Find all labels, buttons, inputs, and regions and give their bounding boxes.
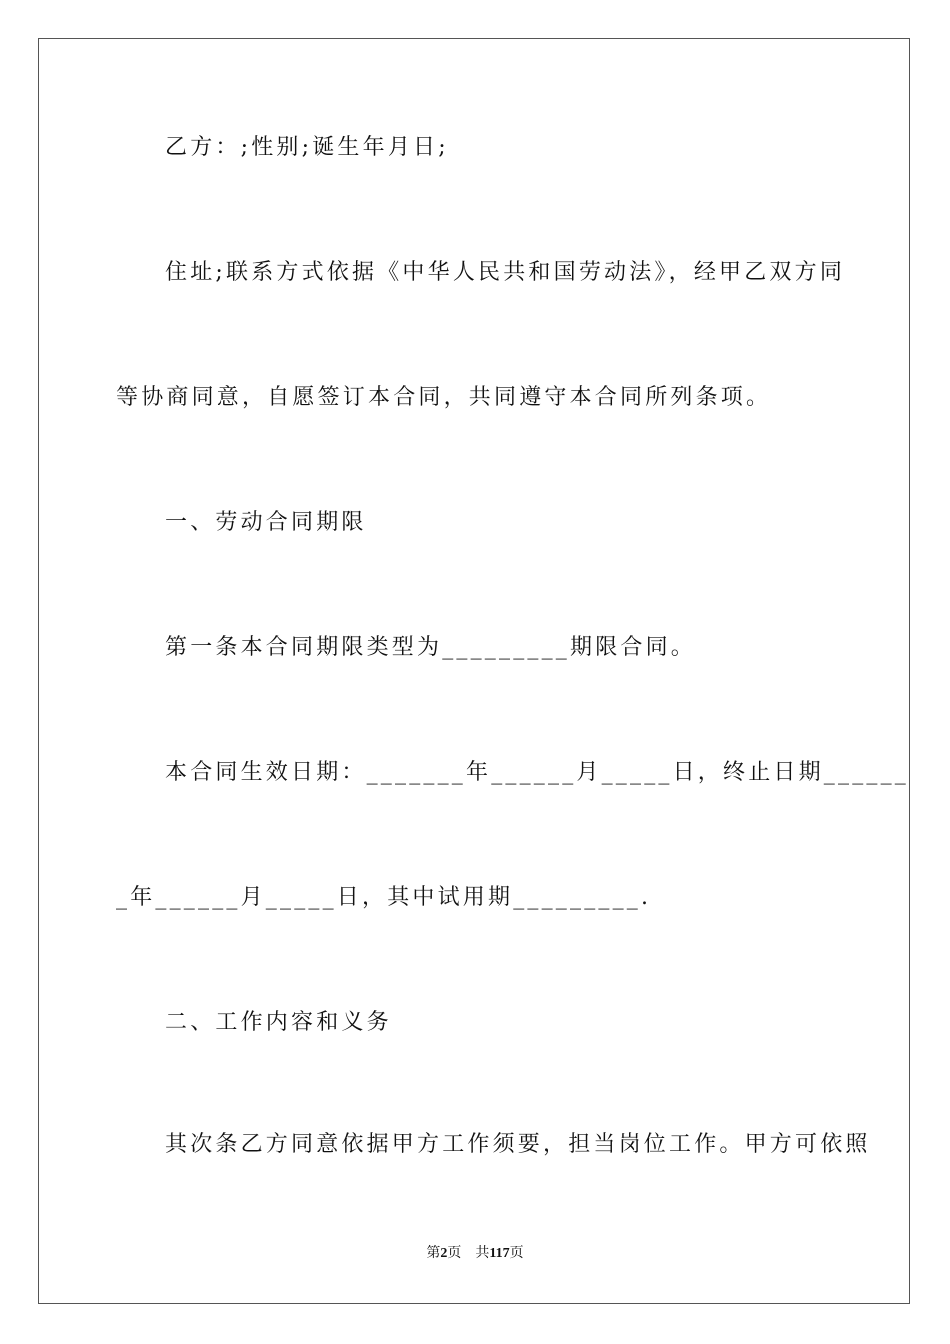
end-date-line: _年______月_____日，其中试用期_________.: [116, 885, 652, 910]
section-heading-term: 一、劳动合同期限: [165, 510, 367, 535]
footer-total-suffix: 页: [509, 1246, 524, 1261]
article-two-line: 其次条乙方同意依据甲方工作须要，担当岗位工作。甲方可依照: [165, 1132, 871, 1157]
effective-date-line: 本合同生效日期：_______年______月_____日，终止日期______: [165, 760, 910, 785]
footer-page-prefix: 第: [426, 1246, 441, 1261]
footer-page-number: 2: [440, 1246, 448, 1261]
party-b-info-line: 乙方：;性别;诞生年月日;: [165, 135, 449, 160]
footer-total-prefix: 共: [475, 1246, 490, 1261]
agreement-line: 等协商同意，自愿签订本合同，共同遵守本合同所列条项。: [116, 385, 772, 410]
article-one-line: 第一条本合同期限类型为_________期限合同。: [165, 635, 697, 660]
section-heading-duties: 二、工作内容和义务: [165, 1010, 392, 1035]
footer-page-suffix: 页: [447, 1246, 462, 1261]
page-footer: [0, 1244, 950, 1264]
footer-total-pages: 117: [489, 1246, 510, 1261]
address-line: 住址;联系方式依据《中华人民共和国劳动法》，经甲乙双方同: [165, 260, 846, 285]
page-frame: [38, 38, 910, 1304]
